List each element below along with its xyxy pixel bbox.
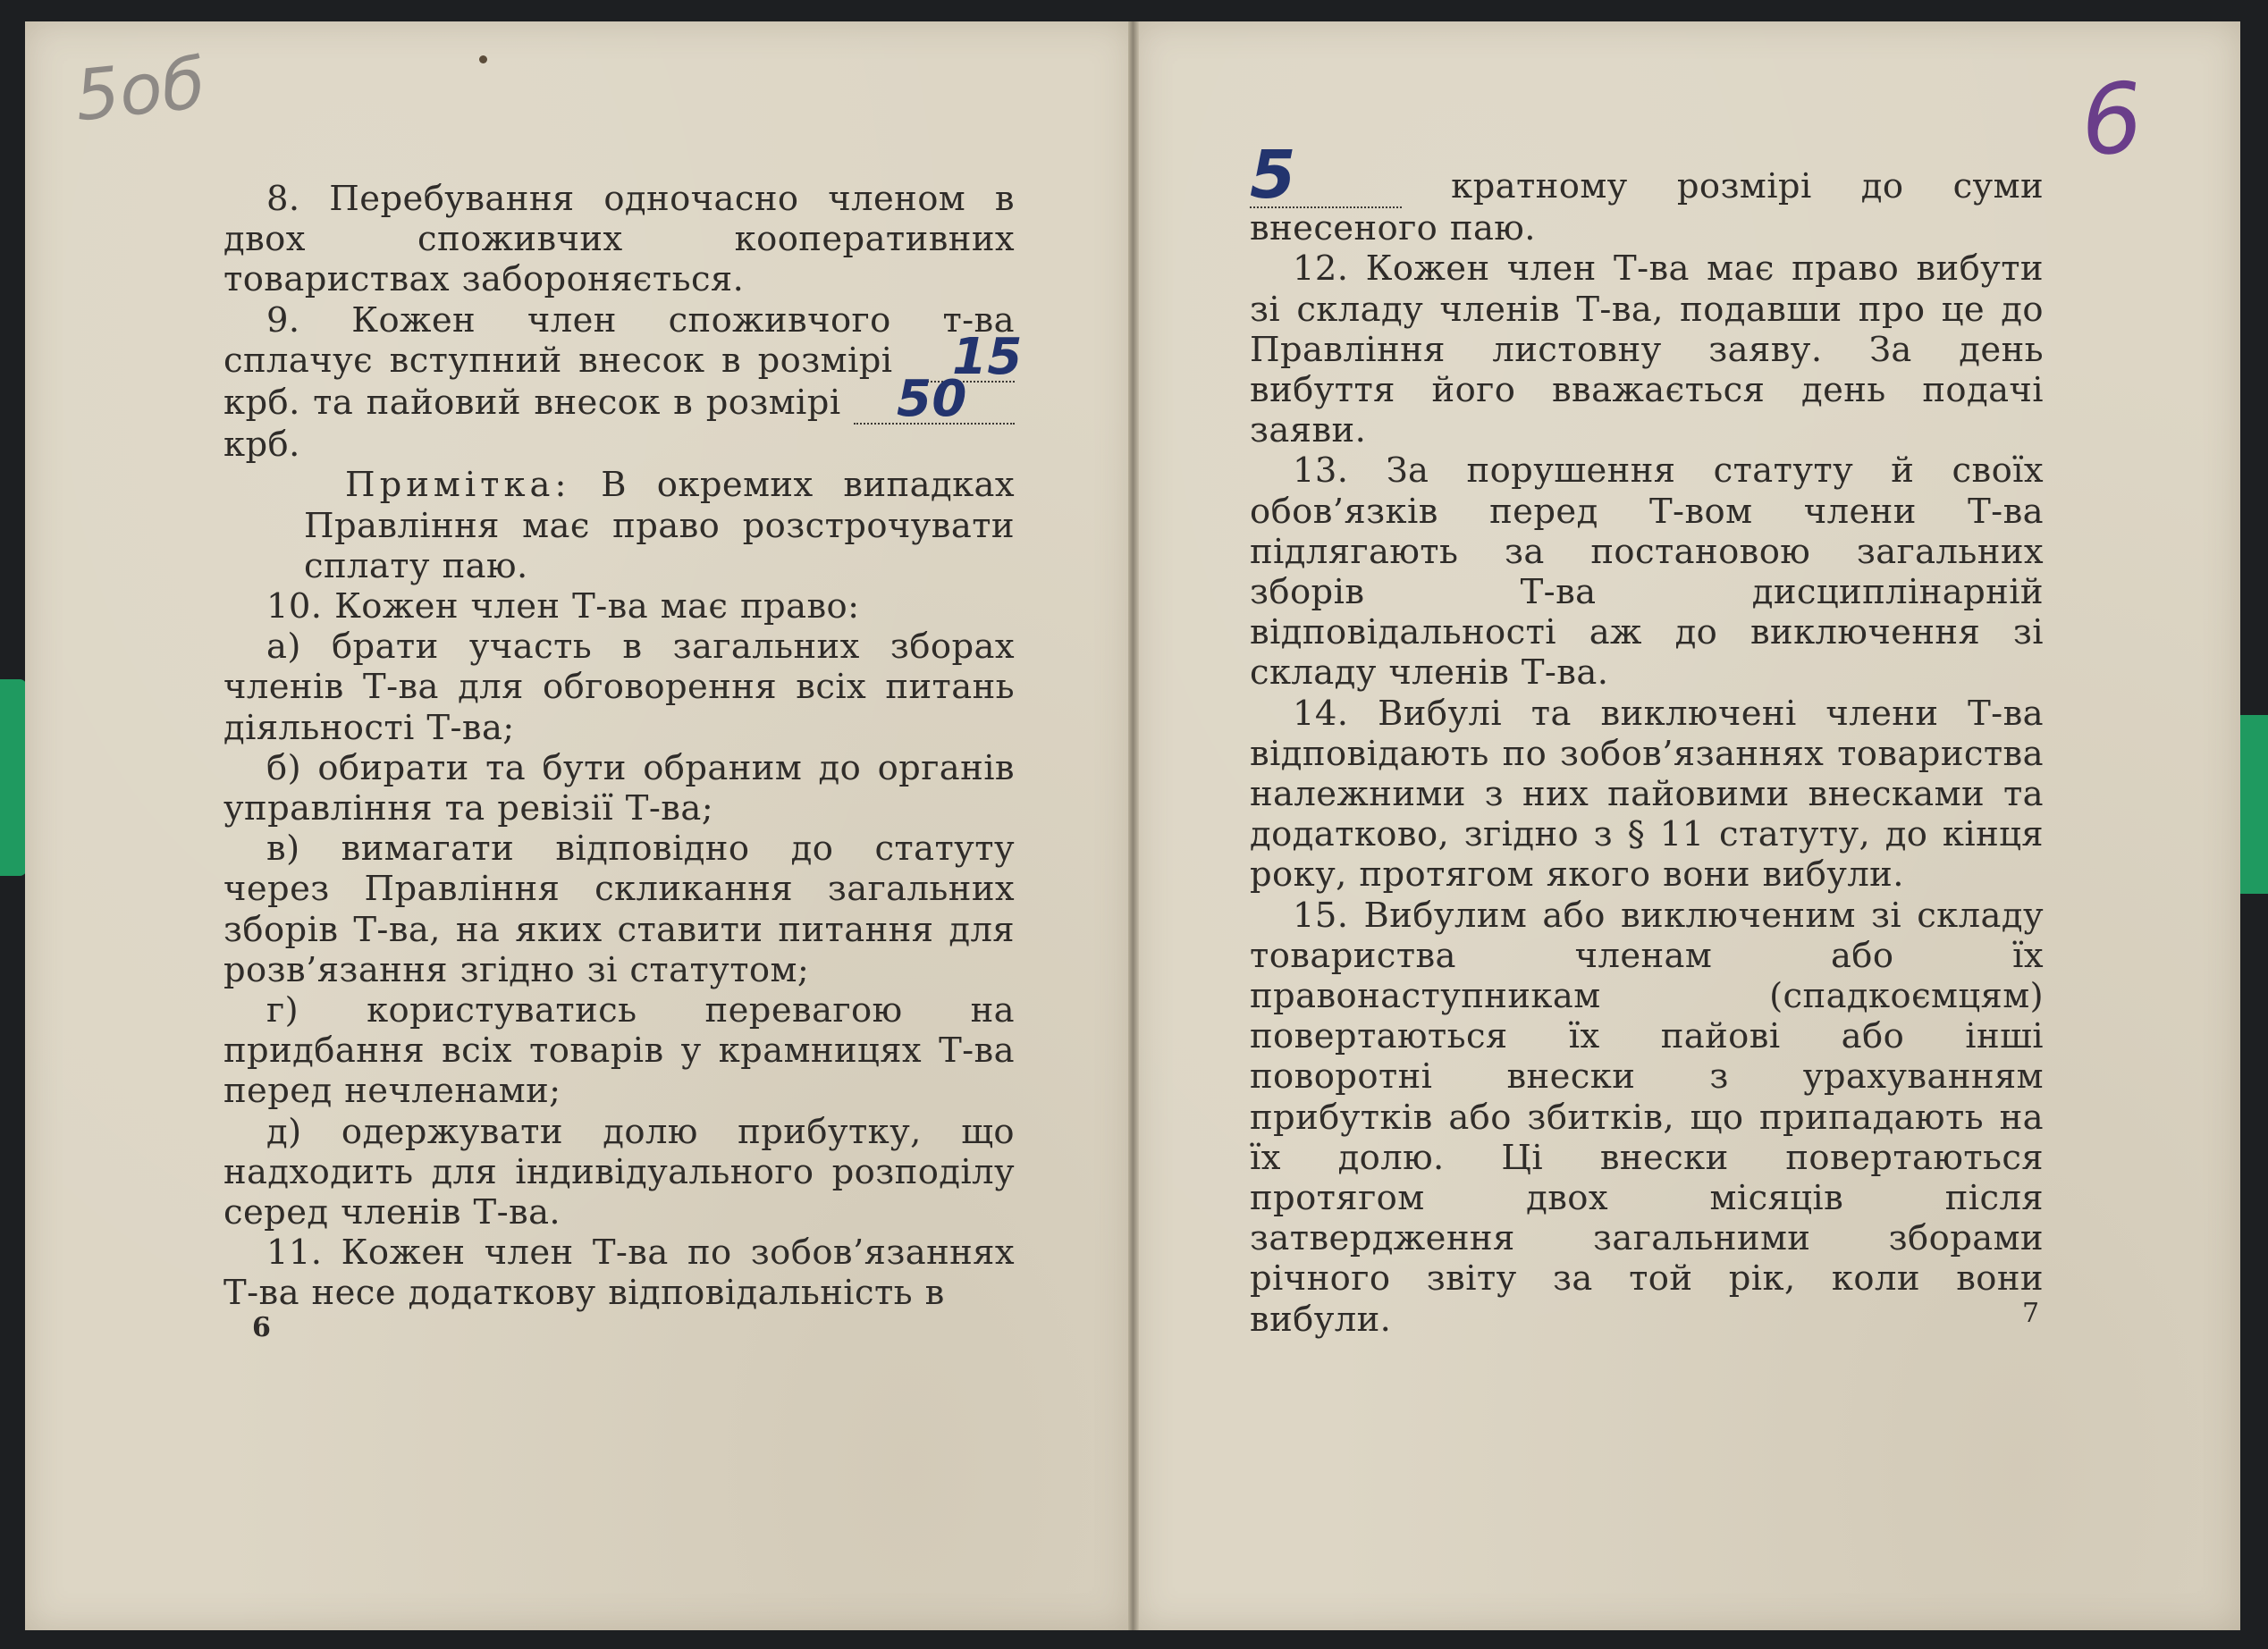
paragraph-10: 10. Кожен член Т-ва має право: [266,586,860,627]
paragraph-8: 8. Перебування одночасно членом в двох споживчих кооперативних товариствах забороняється. [223,179,1015,300]
paper-speck [479,55,487,63]
note-paragraph [223,465,1015,586]
page-number-right: 7 [2022,1298,2040,1329]
left-page-text [223,179,1023,1314]
liability-multiple-handwritten: 5 [1250,137,1296,215]
paragraph-12: 12. Кожен член Т-ва має право вибути зі складу членів Т-ва, подавши про це до Правління листовну заяву. За день вибуття його вважається день подачі заяви. [1250,248,2044,451]
archive-folio-note-right: 6 [2077,62,2146,179]
paragraph-9 [223,299,1023,466]
liability-multiple-field [1250,137,1402,215]
share-fee-handwritten: 50 [897,370,967,429]
paragraph-10d: г) користуватись перевагою на придбання всіх товарів у крамницях Т-ва перед нечленами; [223,990,1015,1112]
entrance-fee-handwritten: 15 [952,328,1023,387]
right-page-text [1250,137,2045,1340]
paragraph-11-continued [1250,137,2045,249]
green-tab-left [0,679,27,876]
paragraph-10e: д) одержувати долю прибутку, що надходить для індивідуального розподілу серед членів Т-ва. [223,1111,1015,1233]
note-label: Примітка: [345,465,571,506]
paragraph-13: 13. За порушення статуту й своїх обов’язків перед Т-вом члени Т-ва підлягають за постановою загальних зборів Т-ва дисциплінарній відповідальності аж до виключення зі складу членів Т-ва. [1250,450,2044,694]
archive-folio-note-left: 5об [71,43,209,138]
paragraph-10c: в) вимагати відповідно до статуту через Правління скликання загальних зборів Т-ва, на яких ставити питання для розв’язання згідно зі статутом; [223,829,1015,990]
paragraph-10a: а) брати участь в загальних зборах членів Т-ва для обговорення всіх питань діяльності Т-ва; [223,627,1015,748]
paragraph-9-text-b: крб. та пайовий внесок в розмірі [223,383,841,424]
paragraph-14: 14. Вибулі та виключені члени Т-ва відповідають по зобов’язаннях товариства належними з них пайовими внесками та додатково, згідно з § 11 статуту, до кінця року, протягом якого вони вибули. [1250,693,2044,896]
paragraph-11-continued-text: кратному розмірі до суми внесеного паю. [1250,166,2045,249]
page-number-left: 6 [252,1312,271,1343]
paragraph-9-text-a: 9. Кожен член споживчого т-ва сплачує вступний внесок в розмірі [223,299,1015,381]
page-gutter [1128,21,1139,1630]
note-text: В окремих випадках Правління має право розстрочувати сплату паю. [304,465,1016,586]
paragraph-10b: б) обирати та бути обраним до органів управління та ревізії Т-ва; [223,747,1015,829]
paragraph-15: 15. Вибулим або виключеним зі складу товариства членам або їх правонаступникам (спадкоємцям) повертаються їх пайові або інші поворотні внески з урахуванням прибутків або збитків, що припадають на їх долю. Ці внески повертаються протягом двох місяців після затвердження загальними зборами річного звіту за той рік, коли вони вибули. [1250,895,2044,1340]
paragraph-11: 11. Кожен член Т-ва по зобов’язаннях Т-ва несе додаткову відповідальність в [223,1233,1015,1314]
paragraph-9-text-c: крб. [223,425,300,466]
share-fee-field [854,370,1015,429]
